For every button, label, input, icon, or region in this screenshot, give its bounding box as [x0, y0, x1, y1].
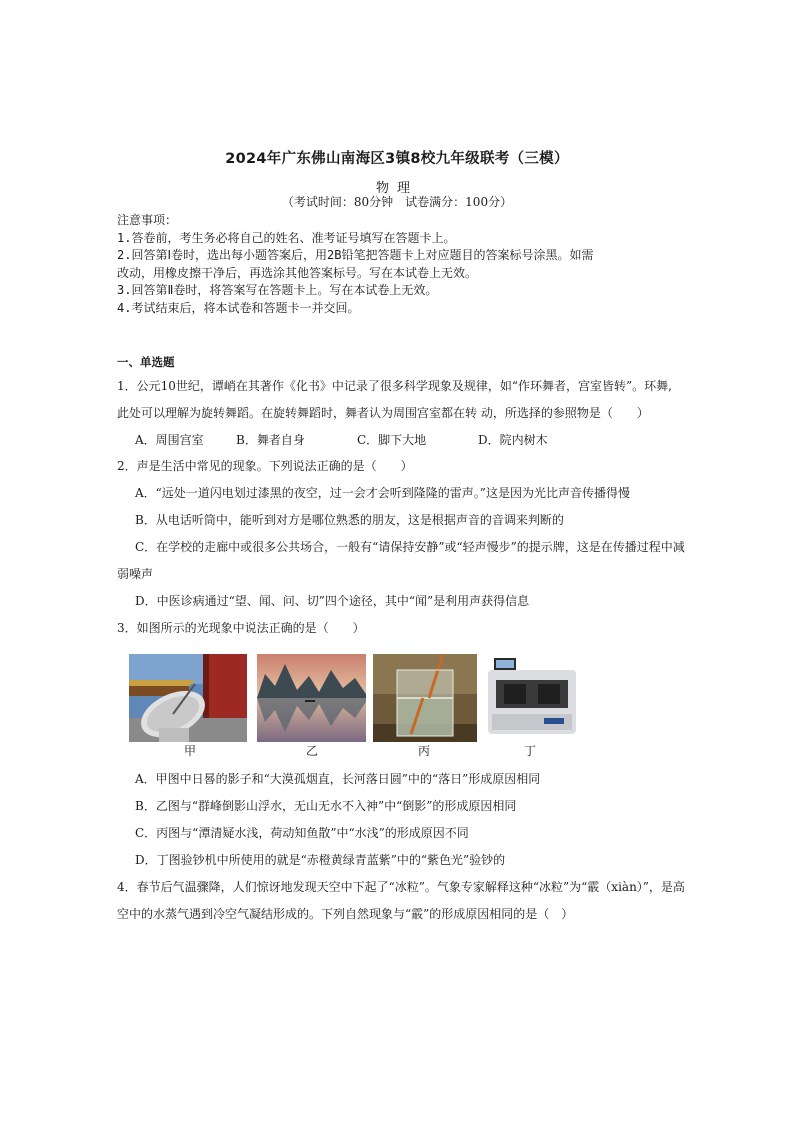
notes-item: 3.回答第Ⅱ卷时，将答案写在答题卡上。写在本试卷上无效。 — [117, 283, 438, 298]
q2-option-c-line1: C．在学校的走廊中或很多公共场合，一般有“请保持安静”或“轻声慢步”的提示牌，这是在传播过程中减 — [135, 540, 685, 554]
q3-option-a: A．甲图中日晷的影子和“大漠孤烟直，长河落日圆”中的“落日”形成原因相同 — [135, 772, 541, 786]
caption-ding: 丁 — [523, 744, 536, 758]
q2-option-a: A．“远处一道闪电划过漆黑的夜空，过一会才会听到隆隆的雷声。”这是因为光比声音传播得慢 — [135, 486, 630, 500]
q4-stem-line1: 4．春节后气温骤降，人们惊讶地发现天空中下起了“冰粒”。气象专家解释这种“冰粒”为“霰（xiàn）”，是高 — [117, 880, 685, 894]
q2-stem: 2．声是生活中常见的现象。下列说法正确的是（ ） — [117, 459, 413, 473]
q1-stem-line2: 此处可以理解为旋转舞蹈。在旋转舞蹈时，舞者认为周围宫室都在转 动，所选择的参照物是（ ） — [117, 406, 649, 420]
q4-stem-line2: 空中的水蒸气遇到冷空气凝结形成的。下列自然现象与“霰”的形成原因相同的是（ ） — [117, 907, 574, 921]
caption-yi: 乙 — [305, 744, 318, 758]
mountain-reflection-photo — [257, 654, 366, 742]
q3-stem: 3．如图所示的光现象中说法正确的是（ ） — [117, 621, 365, 635]
notes-item: 4.考试结束后，将本试卷和答题卡一并交回。 — [117, 300, 360, 315]
sundial-photo — [129, 654, 247, 742]
caption-bing: 丙 — [417, 744, 430, 758]
q1-options — [0, 431, 794, 447]
q2-option-d: D．中医诊病通过“望、闻、问、切”四个途径，其中“闻”是利用声获得信息 — [135, 594, 530, 608]
q1-option-a: A．周围宫室 — [135, 433, 204, 447]
q3-option-b: B．乙图与“群峰倒影山浮水，无山无水不入神”中“倒影”的形成原因相同 — [135, 799, 517, 813]
q1-stem-line1: 1．公元10世纪，谭峭在其著作《化书》中记录了很多科学现象及规律，如“作环舞者，宫室皆转”。环舞, — [117, 379, 672, 393]
q2-option-b: B．从电话听筒中，能听到对方是哪位熟悉的朋友，这是根据声音的音调来判断的 — [135, 513, 564, 527]
section-title: 一、单选题 — [117, 355, 175, 369]
glass-refraction-photo — [373, 654, 477, 742]
q3-option-d: D．丁图验钞机中所使用的就是“赤橙黄绿青蓝紫”中的“紫色光”验钞的 — [135, 853, 506, 867]
q3-option-c: C．丙图与“潭清疑水浅，荷动知鱼散”中“水浅”的形成原因不同 — [135, 826, 469, 840]
notes-heading: 注意事项： — [117, 213, 178, 227]
q2-option-c-line2: 弱噪声 — [117, 567, 154, 581]
exam-info: （考试时间：80分钟 试卷满分：100分） — [281, 195, 513, 209]
q1-option-b: B．舞者自身 — [236, 433, 305, 447]
money-detector-photo — [484, 654, 580, 742]
q1-option-c: C．脚下大地 — [357, 433, 427, 447]
notes-item: 1.答卷前，考生务必将自己的姓名、准考证号填写在答题卡上。 — [117, 230, 456, 245]
q1-option-d: D．院内树木 — [478, 433, 548, 447]
caption-jia: 甲 — [183, 744, 196, 758]
notes-block — [117, 212, 717, 318]
exam-title: 2024年广东佛山南海区3镇8校九年级联考（三模） — [225, 151, 569, 167]
notes-item: 2.回答第Ⅰ卷时，选出每小题答案后，用2B铅笔把答题卡上对应题目的答案标号涂黑。如需 — [117, 248, 594, 263]
notes-item: 改动，用橡皮擦干净后，再选涂其他答案标号。写在本试卷上无效。 — [117, 265, 478, 280]
subject-label: 物理 — [375, 181, 418, 196]
